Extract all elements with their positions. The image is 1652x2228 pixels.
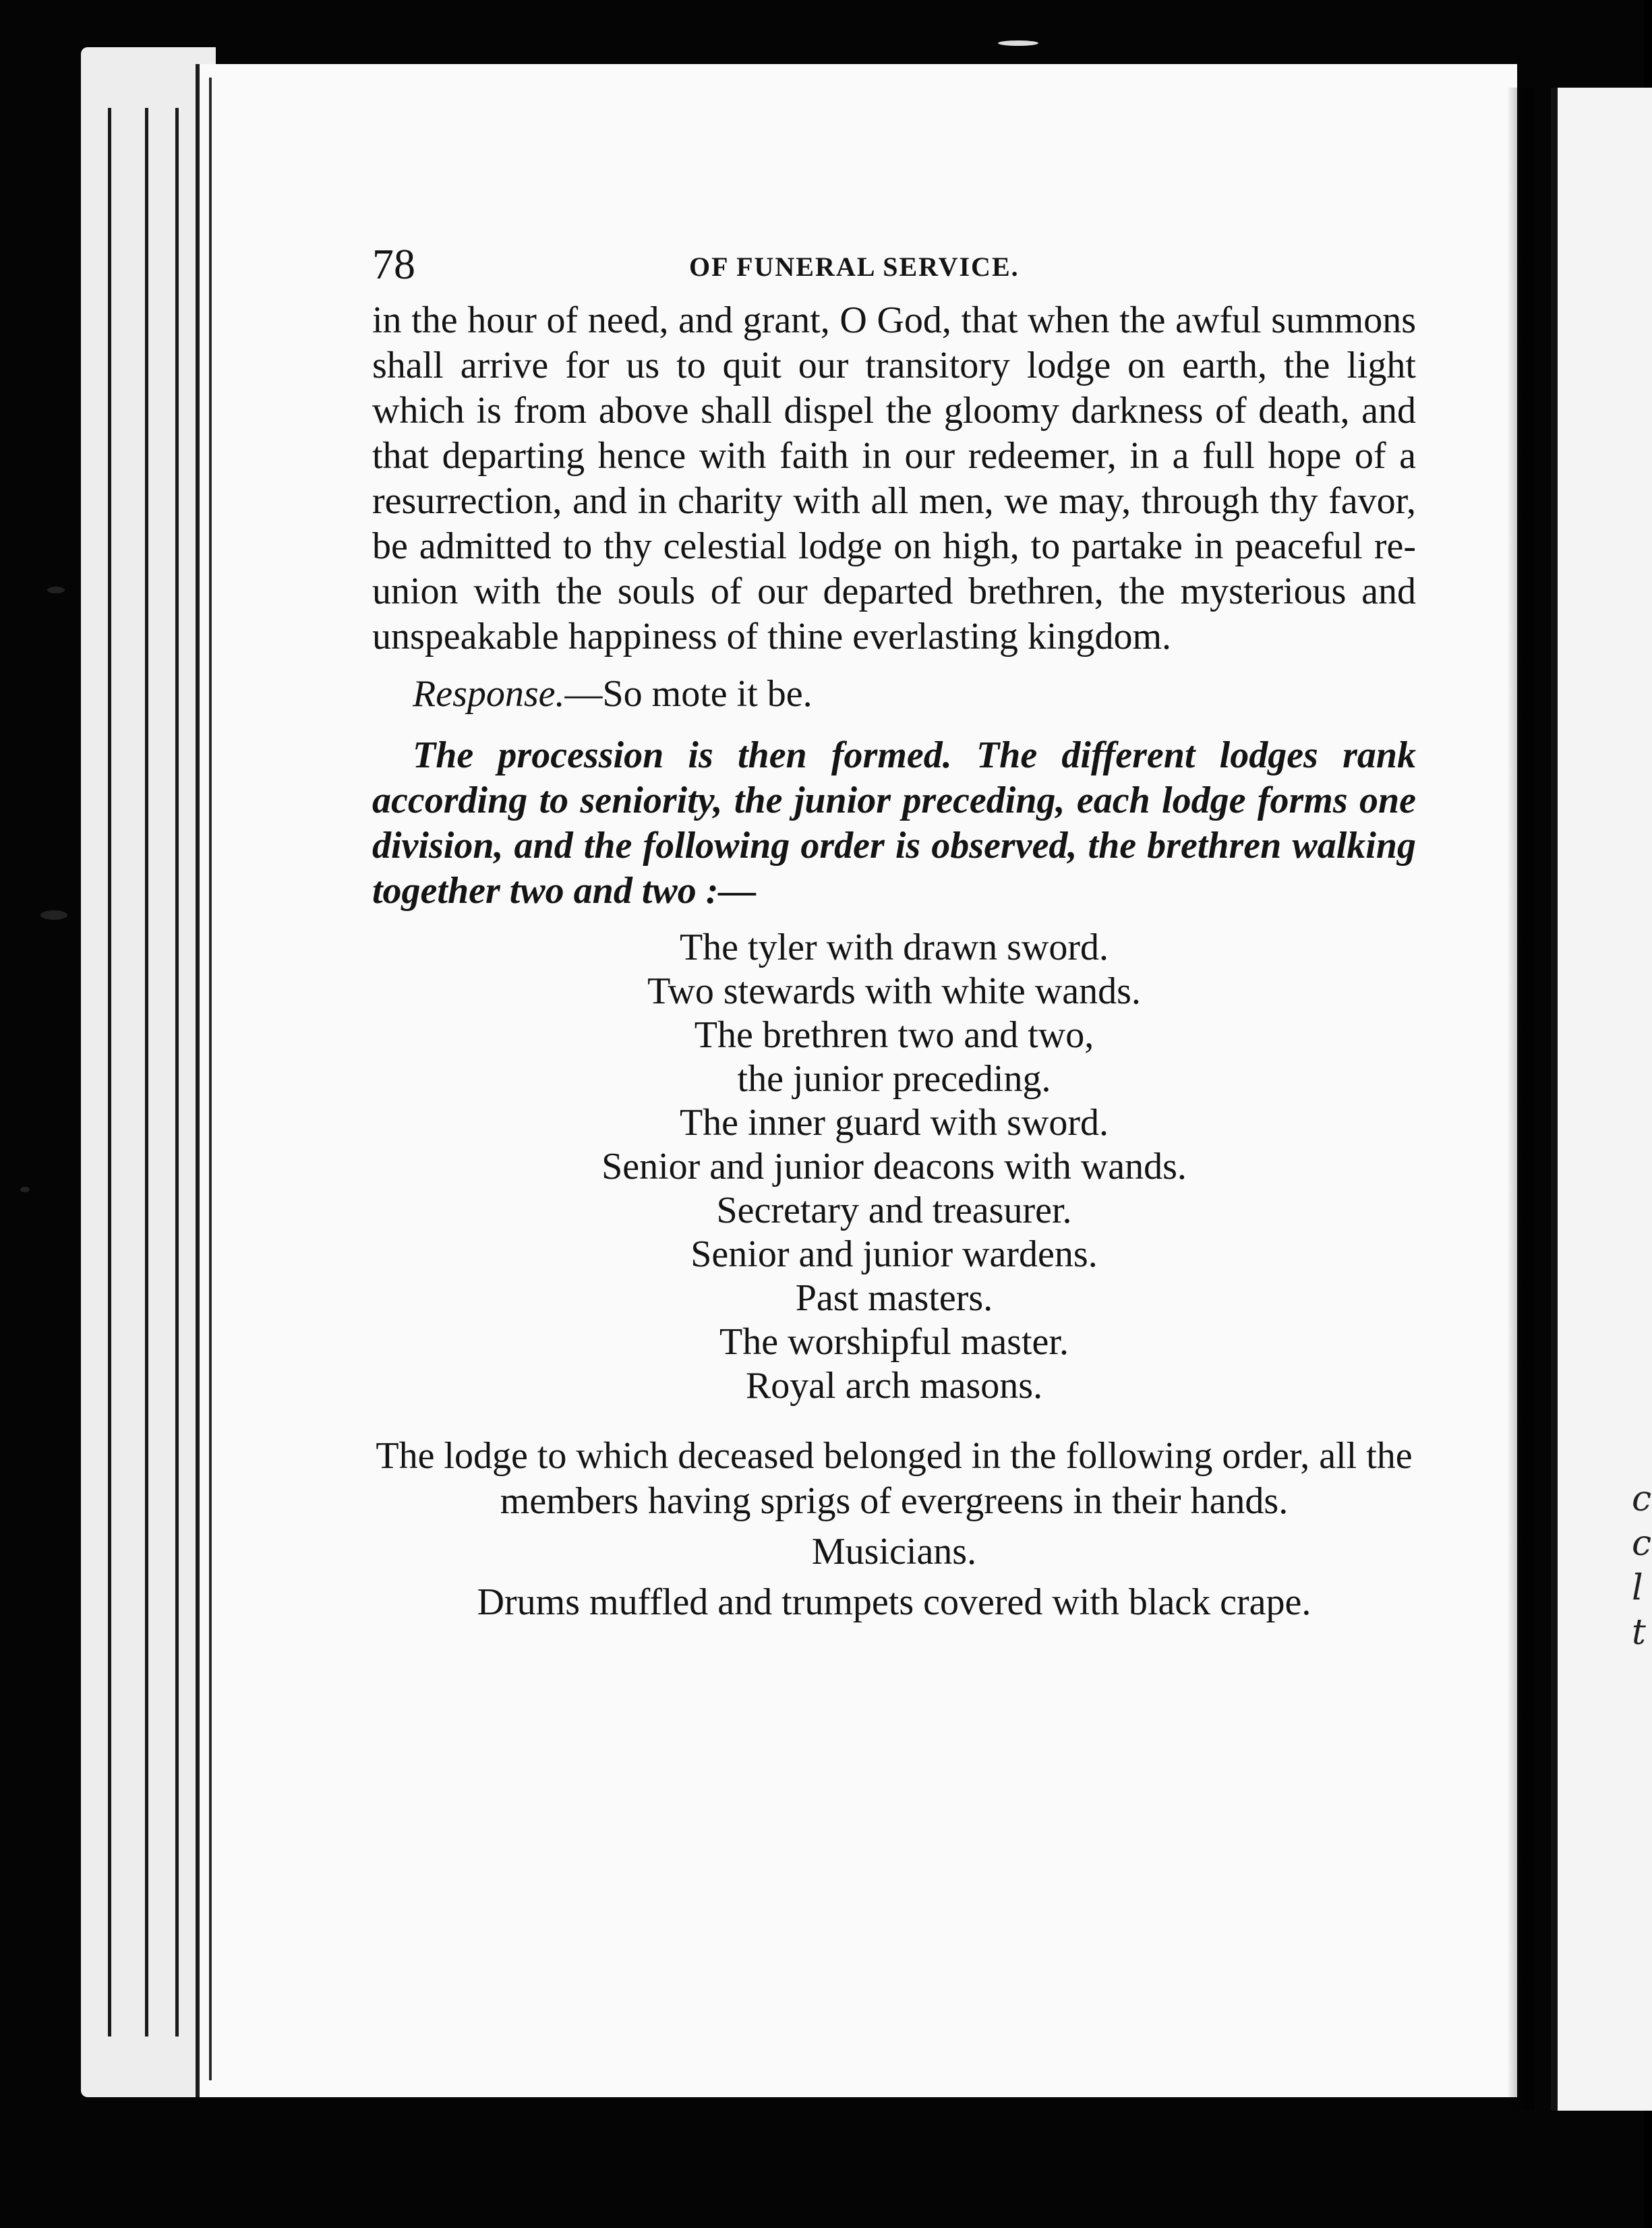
procession-item: The worshipful master. [719,1321,1069,1363]
procession-item: Secretary and treasurer. [716,1190,1072,1231]
gutter-shadow [1507,88,1534,2111]
page-number: 78 [372,240,415,288]
lodge-paragraph: The lodge to which deceased belonged in the following order, all the members having sprigs of evergreens in their hands. [376,1435,1413,1522]
procession-item: Two stewards with white wands. [647,970,1141,1012]
procession-item: the junior preceding. [737,1058,1051,1100]
response-text: —So mote it be. [564,673,813,715]
procession-item: Royal arch masons. [745,1365,1043,1407]
procession-item: The tyler with drawn sword. [679,927,1109,968]
drums-line: Drums muffled and trumpets covered with black crape. [477,1581,1311,1623]
page-edge-line [108,108,111,2036]
page-text [372,237,1416,1625]
procession-item: Past masters. [795,1277,993,1319]
procession-item: The brethren two and two, [694,1014,1094,1056]
procession-rubric: The procession is then formed. The different lodges rank according to seniority, the junior preceding, each lodge forms one division, and the following order is observed, the brethren walking together two and two :— [372,734,1416,912]
running-head [372,237,1416,298]
procession-item: Senior and junior wardens. [690,1233,1098,1275]
response-label: Response. [413,673,565,715]
facing-fragment: t [1632,1612,1646,1653]
page-edge-line [175,108,179,2036]
response-line [413,672,1416,717]
facing-page [1551,88,1652,2111]
scan-speck [40,910,67,920]
running-title: OF FUNERAL SERVICE. [689,252,1020,282]
facing-page-fragments [1632,1477,1652,1655]
page-inner-rule [209,78,212,2080]
facing-fragment: c [1632,1523,1652,1564]
page-edge-line [145,108,148,2036]
musicians-line: Musicians. [811,1531,977,1573]
prayer-paragraph: in the hour of need, and grant, O God, that when the awful summons shall arrive for us to quit our transitory lodge on earth, the light which is from above shall dispel the gloomy darkness of death, and that departing hence with faith in our redeemer, in a full hope of a resurrection, and in charity with all men, we may, through thy favor, be admitted to thy celestial lodge on high, to partake in peaceful re-union with the souls of our departed brethren, the mysterious and unspeakable happiness of thine everlasting kingdom. [372,299,1416,657]
procession-item: Senior and junior deacons with wands. [601,1146,1187,1188]
scan-speck [20,1187,30,1192]
scan-speck [998,40,1038,46]
facing-fragment: l [1632,1568,1643,1608]
scan-speck [47,587,65,593]
facing-fragment: c [1632,1479,1652,1519]
procession-item: The inner guard with sword. [679,1102,1109,1144]
procession-order [372,926,1416,1408]
